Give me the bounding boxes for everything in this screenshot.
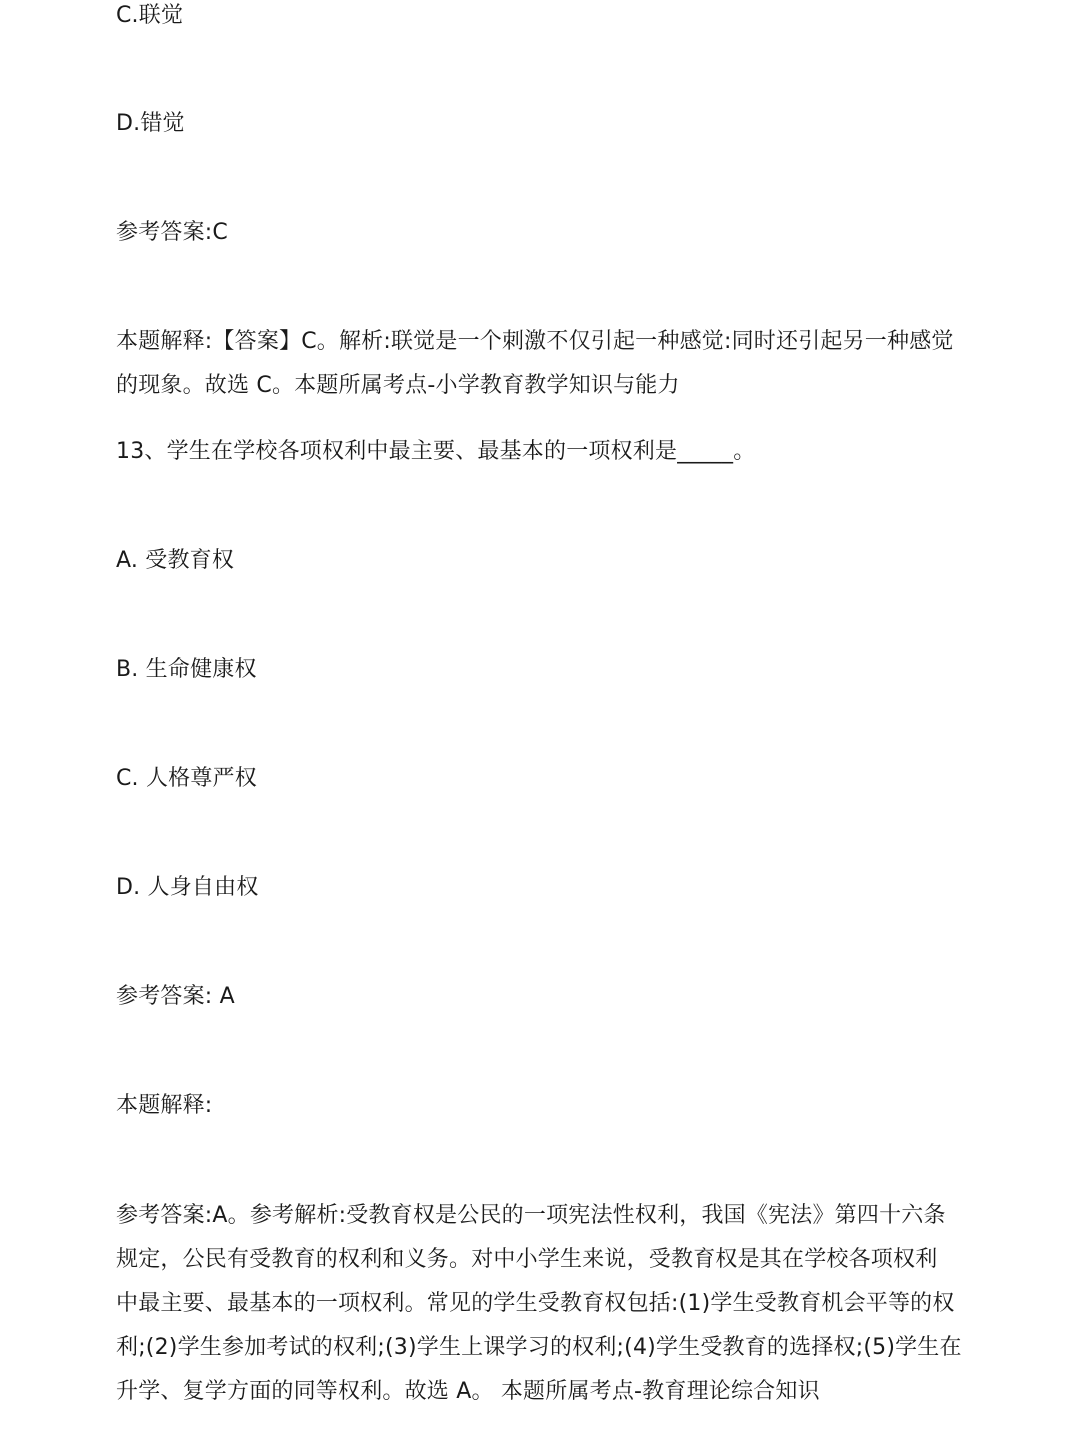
prev-explanation-line: 本题解释:【答案】C。解析:联觉是一个刺激不仅引起一种感觉:同时还引起另一种感觉 bbox=[116, 329, 954, 354]
prev-option-c: C.联觉 bbox=[116, 3, 184, 28]
question-13-option-a: A. 受教育权 bbox=[116, 548, 235, 573]
prev-answer: 参考答案:C bbox=[116, 220, 228, 245]
question-13-explanation-line: 参考答案:A。参考解析:受教育权是公民的一项宪法性权利，我国《宪法》第四十六条 bbox=[116, 1203, 946, 1228]
question-13-explanation-line: 中最主要、最基本的一项权利。常见的学生受教育权包括:(1)学生受教育机会平等的权 bbox=[116, 1291, 955, 1316]
question-13-answer: 参考答案: A bbox=[116, 984, 235, 1009]
question-13-stem: 13、学生在学校各项权利中最主要、最基本的一项权利是_____。 bbox=[116, 439, 756, 464]
question-13-explanation-line: 升学、复学方面的同等权利。故选 A。 本题所属考点-教育理论综合知识 bbox=[116, 1379, 820, 1404]
prev-option-d: D.错觉 bbox=[116, 111, 185, 136]
prev-explanation bbox=[116, 320, 976, 408]
question-13-option-c: C. 人格尊严权 bbox=[116, 766, 257, 791]
question-13-explanation-line: 利;(2)学生参加考试的权利;(3)学生上课学习的权利;(4)学生受教育的选择权;(5)学生在 bbox=[116, 1335, 962, 1360]
question-13-explanation-label: 本题解释: bbox=[116, 1093, 213, 1118]
question-13-option-b: B. 生命健康权 bbox=[116, 657, 257, 682]
question-13-explanation bbox=[116, 1194, 976, 1414]
prev-explanation-line: 的现象。故选 C。本题所属考点-小学教育教学知识与能力 bbox=[116, 373, 680, 398]
question-13-explanation-line: 规定，公民有受教育的权利和义务。对中小学生来说，受教育权是其在学校各项权利 bbox=[116, 1247, 938, 1272]
question-13-option-d: D. 人身自由权 bbox=[116, 875, 259, 900]
